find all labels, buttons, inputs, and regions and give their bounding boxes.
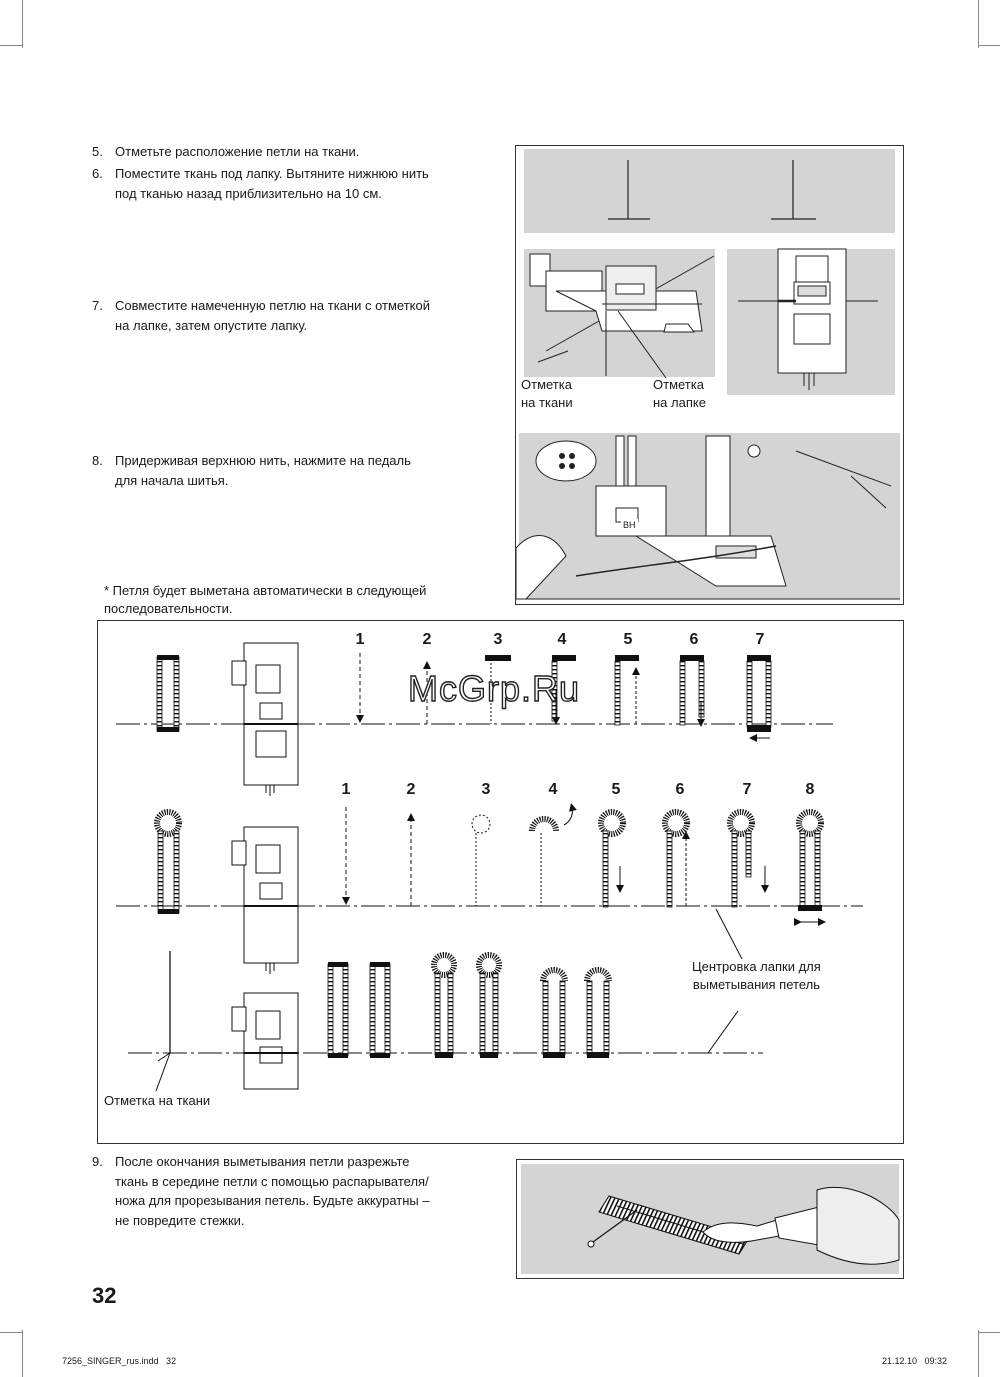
step-number: 7.: [92, 298, 103, 313]
step-text: Отметьте расположение петли на ткани.: [115, 144, 360, 159]
step-7: [92, 296, 430, 335]
footer-file: 7256_SINGER_rus.indd 32: [62, 1356, 177, 1366]
label-mark-on-fabric: Отметка на ткани: [521, 377, 573, 410]
seq-num-row2: 8: [805, 781, 815, 798]
crop-mark: [978, 1330, 979, 1377]
seq-num-row2: 7: [742, 781, 752, 798]
seq-num-row1: 1: [355, 631, 365, 648]
seq-num-row1: 3: [493, 631, 503, 648]
crop-mark: [978, 45, 1000, 46]
step-number: 6.: [92, 166, 103, 181]
step-text: Совместите намеченную петлю на ткани с отметкой на лапке, затем опустите лапку.: [115, 298, 430, 333]
seq-num-row2: 4: [548, 781, 558, 798]
presser-foot-row2: [232, 827, 298, 974]
step-6: [92, 164, 429, 203]
centering-pointer-row3: [708, 1011, 738, 1053]
sequence-note: * Петля будет выметана автоматически в следующей последовательности.: [104, 583, 427, 616]
crop-mark: [22, 0, 23, 48]
figure-steps-5-8: [515, 145, 904, 605]
step-text: Поместите ткань под лапку. Вытяните нижнюю нить под тканью назад приблизительно на 10 см.: [115, 166, 429, 201]
seq-num-row1: 7: [755, 631, 765, 648]
step-8: [92, 451, 411, 490]
label-centering: Центровка лапки для выметывания петель: [692, 959, 821, 992]
crop-mark: [978, 1332, 1000, 1333]
crop-mark: [978, 0, 979, 48]
crop-mark: [22, 1330, 23, 1377]
label-fabric-mark: Отметка на ткани: [104, 1093, 211, 1108]
seq-num-row2: 3: [481, 781, 491, 798]
step-text: После окончания выметывания петли разрежьте ткань в середине петли с помощью распарывателя/ ножа для прорезывания петель. Будьте аккуратны – не повредите стежки.: [115, 1154, 430, 1228]
crop-mark: [0, 45, 22, 46]
presser-foot-row1: [232, 643, 298, 796]
seq-num-row2: 1: [341, 781, 351, 798]
seq-num-row1: 6: [689, 631, 699, 648]
watermark: McGrp.Ru: [408, 668, 581, 709]
step-9: [92, 1152, 430, 1230]
step-number: 8.: [92, 453, 103, 468]
step-number: 5.: [92, 144, 103, 159]
finished-buttonholes: [328, 955, 609, 1058]
foot-marking: ВН: [623, 520, 636, 530]
label-mark-on-foot: Отметка на лапке: [653, 377, 706, 410]
seq-num-row2: 2: [406, 781, 416, 798]
step-5: [92, 142, 359, 162]
seq-num-row2: 6: [675, 781, 685, 798]
figure-seam-ripper: [516, 1159, 904, 1279]
step-text: Придерживая верхнюю нить, нажмите на педаль для начала шитья.: [115, 453, 411, 488]
seq-num-row1: 5: [623, 631, 633, 648]
seq-num-row1: 2: [422, 631, 432, 648]
seam-ripper-illustration: [517, 1160, 903, 1278]
presser-foot-row3: [232, 993, 298, 1089]
fabric-swatch: [524, 149, 895, 233]
step-number: 9.: [92, 1154, 103, 1169]
seq-num-row1: 4: [557, 631, 567, 648]
seq-num-row2: 5: [611, 781, 621, 798]
foot-illustrations: [516, 146, 903, 604]
page-number: 32: [92, 1283, 117, 1308]
footer-date: 21.12.10 09:32: [882, 1356, 948, 1366]
crop-mark: [0, 1332, 22, 1333]
